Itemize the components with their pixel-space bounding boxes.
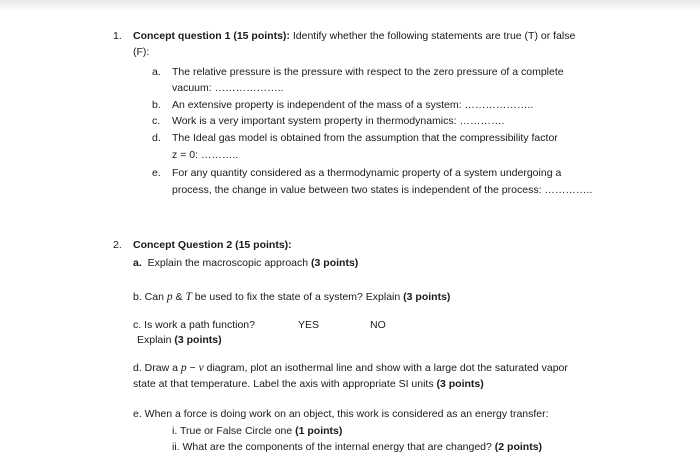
q2-part-a [133, 256, 358, 270]
q2-heading: Concept Question 2 (15 points): [133, 239, 292, 251]
q1-item-e-letter: e. [152, 167, 161, 179]
q2-part-d-minus: − [186, 362, 199, 374]
q1-item-d-text: The Ideal gas model is obtained from the assumption that the compressibility factor [172, 132, 558, 144]
q1-item-b-letter: b. [152, 99, 161, 111]
q1-item-a-text-cont: vacuum: ……………….. [172, 82, 284, 94]
q1-item-d-letter: d. [152, 132, 161, 144]
q2-part-c-explain [137, 333, 222, 347]
q1-item-d-text-cont: z = 0: ……….. [172, 149, 239, 161]
q2-part-d-points: (3 points) [436, 378, 484, 390]
q2-part-d-line2: state at that temperature. Label the axis with appropriate SI units [133, 378, 434, 390]
q2-part-b-amp: & [172, 291, 186, 303]
q2-part-e-i-text: i. True or False Circle one [172, 425, 293, 437]
q2-part-b-points: (3 points) [403, 291, 451, 303]
q2-part-c-yes: YES [298, 319, 320, 331]
q2-part-a-text: Explain the macroscopic approach [147, 257, 309, 269]
q2-part-d [133, 361, 568, 375]
q2-part-b-post: be used to fix the state of a system? Explain [191, 291, 401, 303]
q2-part-c-no: NO [370, 319, 386, 331]
q1-heading: Concept question 1 (15 points): [133, 30, 290, 42]
q2-part-b-var-t: T [185, 291, 192, 303]
q2-part-b-pre: b. Can [133, 291, 167, 303]
q1-item-b-text: An extensive property is independent of the mass of a system: ……………….. [172, 99, 534, 111]
q1-item-a-text: The relative pressure is the pressure with respect to the zero pressure of a complete [172, 66, 564, 78]
q1-line1 [133, 29, 575, 43]
q2-part-d-var-v: v [198, 362, 204, 374]
q2-part-a-letter: a. [133, 257, 142, 269]
q2-part-e-ii-points: (2 points) [494, 441, 543, 453]
top-edge-shadow [0, 0, 700, 12]
q2-part-a-points: (3 points) [311, 257, 359, 269]
q2-part-e-i-points: (1 points) [295, 425, 343, 437]
q2-part-e-ii-text: ii. What are the components of the internal energy that are changed? [172, 441, 492, 453]
q1-instruction: Identify whether the following statements are true (T) or false [292, 30, 576, 42]
q2-part-b [133, 290, 450, 304]
q1-number: 1. [113, 30, 122, 42]
q2-number: 2. [113, 239, 122, 251]
q2-part-c-points: (3 points) [174, 334, 222, 346]
q1-item-c-letter: c. [152, 115, 161, 127]
q2-part-d-pre: d. Draw a [133, 362, 181, 374]
q2-part-c-text: c. Is work a path function? [133, 319, 255, 331]
q1-item-e-text: For any quantity considered as a thermodynamic property of a system undergoing a [172, 167, 562, 179]
q1-item-e-text-cont: process, the change in value between two states is independent of the process: ………….. [172, 184, 593, 196]
q1-item-a-letter: a. [152, 66, 161, 78]
q2-part-e-ii [172, 440, 542, 454]
q2-part-e-text: e. When a force is doing work on an object, this work is considered as an energy transfer: [133, 408, 549, 420]
q2-part-c-explain-label: Explain [137, 334, 172, 346]
q1-item-c-text: Work is a very important system property in thermodynamics: …………. [172, 115, 505, 127]
q2-part-b-var-p: p [166, 291, 173, 303]
q2-part-d-var-p: p [180, 362, 187, 374]
q1-instruction-cont: (F): [133, 46, 150, 58]
q2-part-e-i [172, 424, 342, 438]
q2-part-d-cont [133, 377, 484, 391]
q2-part-d-post: diagram, plot an isothermal line and show with a large dot the saturated vapor [203, 362, 568, 374]
